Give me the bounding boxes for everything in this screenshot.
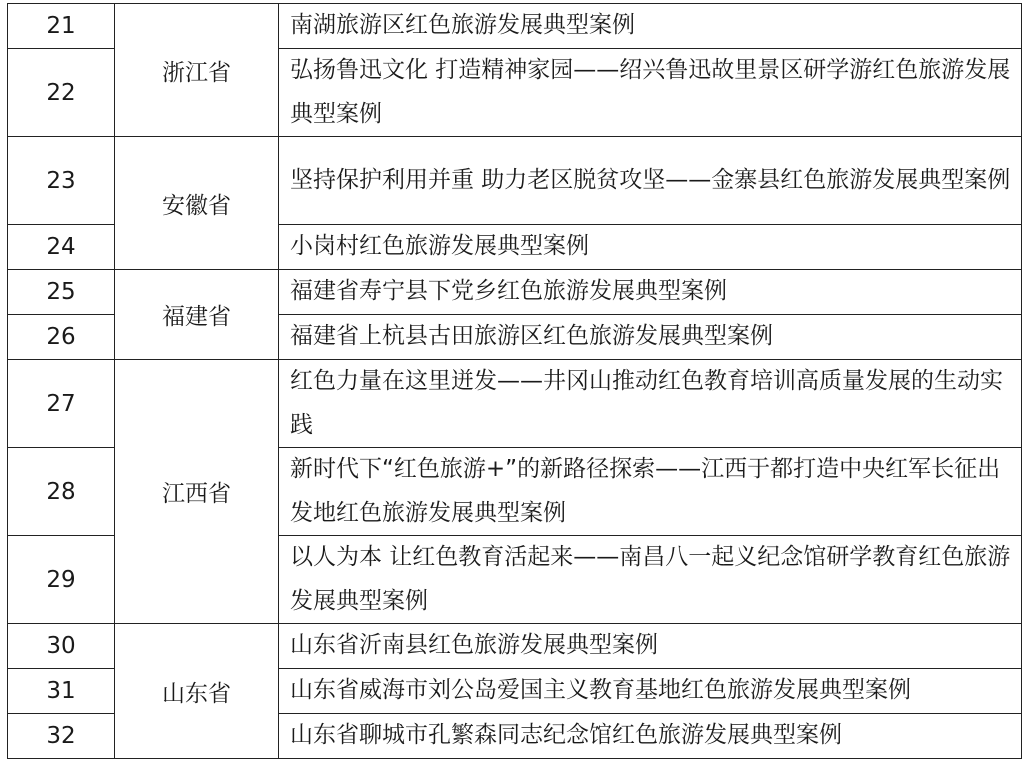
- row-number: 23: [8, 137, 115, 225]
- case-title: 山东省聊城市孔繁森同志纪念馆红色旅游发展典型案例: [279, 714, 1022, 759]
- case-table: [7, 3, 1022, 759]
- province-cell: 浙江省: [115, 4, 279, 137]
- case-title: 福建省寿宁县下党乡红色旅游发展典型案例: [279, 270, 1022, 315]
- row-number: 24: [8, 225, 115, 270]
- row-number: 29: [8, 536, 115, 624]
- table-row: [8, 360, 1022, 448]
- table-row: [8, 270, 1022, 315]
- row-number: 27: [8, 360, 115, 448]
- case-title: 小岗村红色旅游发展典型案例: [279, 225, 1022, 270]
- province-cell: 福建省: [115, 270, 279, 360]
- table-row: [8, 4, 1022, 49]
- row-number: 21: [8, 4, 115, 49]
- case-title: 坚持保护利用并重 助力老区脱贫攻坚——金寨县红色旅游发展典型案例: [279, 137, 1022, 225]
- row-number: 26: [8, 315, 115, 360]
- case-title: 以人为本 让红色教育活起来——南昌八一起义纪念馆研学教育红色旅游发展典型案例: [279, 536, 1022, 624]
- case-title: 红色力量在这里迸发——井冈山推动红色教育培训高质量发展的生动实践: [279, 360, 1022, 448]
- province-cell: 江西省: [115, 360, 279, 624]
- case-title: 福建省上杭县古田旅游区红色旅游发展典型案例: [279, 315, 1022, 360]
- case-title: 新时代下“红色旅游+”的新路径探索——江西于都打造中央红军长征出发地红色旅游发展典型案例: [279, 448, 1022, 536]
- table-row: [8, 137, 1022, 225]
- case-title: 山东省威海市刘公岛爱国主义教育基地红色旅游发展典型案例: [279, 669, 1022, 714]
- case-title: 弘扬鲁迅文化 打造精神家园——绍兴鲁迅故里景区研学游红色旅游发展典型案例: [279, 49, 1022, 137]
- row-number: 30: [8, 624, 115, 669]
- row-number: 22: [8, 49, 115, 137]
- row-number: 32: [8, 714, 115, 759]
- table-row: [8, 624, 1022, 669]
- row-number: 25: [8, 270, 115, 315]
- row-number: 28: [8, 448, 115, 536]
- case-title: 南湖旅游区红色旅游发展典型案例: [279, 4, 1022, 49]
- province-cell: 安徽省: [115, 137, 279, 270]
- case-title: 山东省沂南县红色旅游发展典型案例: [279, 624, 1022, 669]
- row-number: 31: [8, 669, 115, 714]
- province-cell: 山东省: [115, 624, 279, 759]
